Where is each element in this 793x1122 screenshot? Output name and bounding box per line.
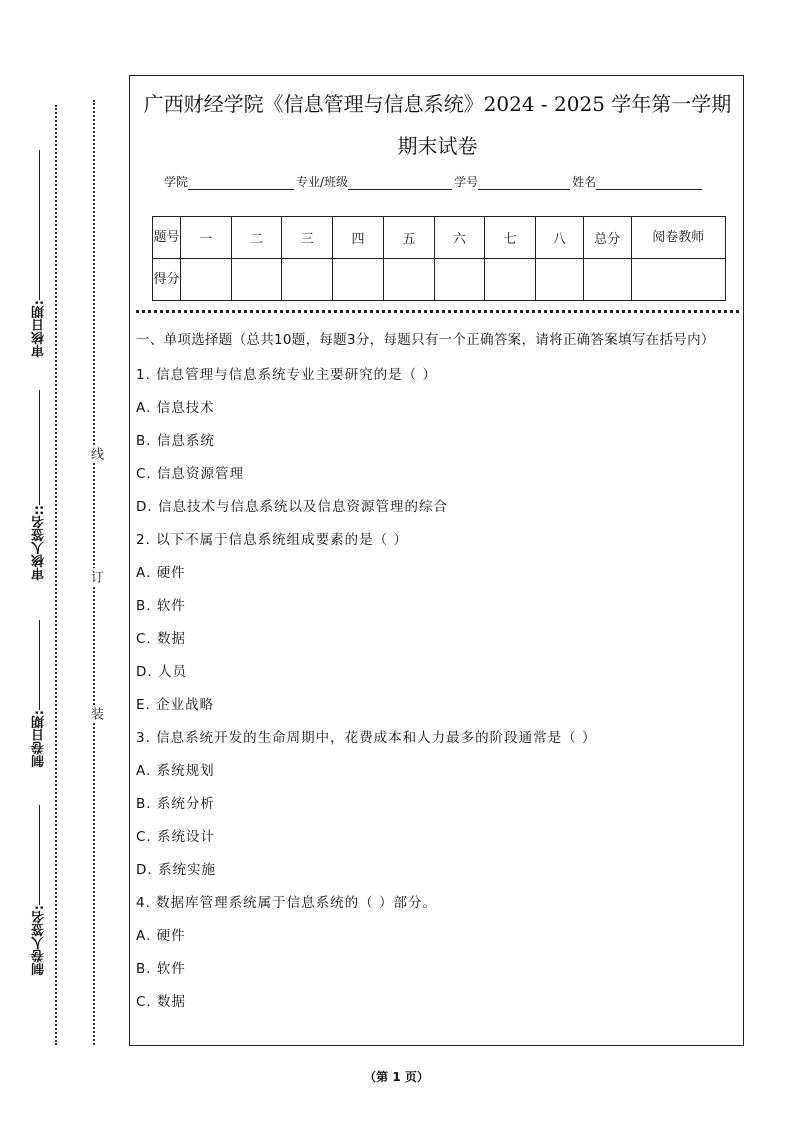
column-header: 二 [231, 217, 282, 259]
binding-dotted-line-outer [55, 105, 57, 1045]
student-id-field[interactable] [478, 175, 570, 190]
major-class-field[interactable] [348, 175, 452, 190]
question-stem: 3. 信息系统开发的生命周期中，花费成本和人力最多的阶段通常是（ ） [136, 730, 597, 746]
college-field[interactable] [188, 175, 294, 190]
seam-mark-bind: 订 [88, 570, 103, 583]
option: B. 系统分析 [136, 796, 215, 812]
option: B. 软件 [136, 598, 186, 614]
seam-mark-staple: 装 [88, 707, 103, 720]
column-header: 七 [485, 217, 536, 259]
option: C. 信息资源管理 [136, 466, 245, 482]
option: E. 企业战略 [136, 697, 215, 713]
option: D. 系统实施 [136, 862, 216, 878]
exam-subtitle: 期末试卷 [397, 134, 478, 158]
binding-margin [0, 0, 128, 1122]
score-cell[interactable] [180, 259, 231, 301]
preparer-signature-line [39, 805, 40, 905]
reviewer-signature-line [39, 390, 40, 505]
column-header: 三 [282, 217, 333, 259]
review-date-label: 审核日期: [32, 300, 47, 358]
column-header: 六 [434, 217, 485, 259]
dotted-separator [136, 310, 739, 313]
score-cell[interactable] [333, 259, 384, 301]
column-header: 五 [383, 217, 434, 259]
score-cell[interactable] [631, 259, 725, 301]
column-header: 四 [333, 217, 384, 259]
score-cell[interactable] [583, 259, 631, 301]
option: C. 数据 [136, 994, 187, 1010]
score-cell[interactable] [485, 259, 536, 301]
student-id-label: 学号 [454, 175, 479, 189]
option: C. 数据 [136, 631, 187, 647]
seam-mark-line: 线 [88, 447, 103, 460]
question-stem: 2. 以下不属于信息系统组成要素的是（ ） [136, 532, 408, 548]
score-cell[interactable] [536, 259, 584, 301]
option: A. 硬件 [136, 565, 186, 581]
score-cell[interactable] [282, 259, 333, 301]
prepare-date-label: 制卷日期: [32, 710, 47, 768]
question-stem: 1. 信息管理与信息系统专业主要研究的是（ ） [136, 367, 437, 383]
reviewer-signature-label: 审核人签名:: [32, 505, 47, 581]
column-header: 一 [180, 217, 231, 259]
option: B. 软件 [136, 961, 186, 977]
exam-frame [129, 75, 744, 1046]
score-cell[interactable] [231, 259, 282, 301]
option: C. 系统设计 [136, 829, 216, 845]
grader-header: 阅卷教师 [631, 217, 725, 259]
column-header: 八 [536, 217, 584, 259]
total-score-header: 总分 [583, 217, 631, 259]
name-label: 姓名 [572, 175, 597, 189]
option: D. 人员 [136, 664, 187, 680]
page-number: （第 1 页） [364, 1070, 429, 1084]
question-number-header: 题号 [153, 217, 181, 259]
student-info-row [164, 173, 704, 190]
preparer-signature-label: 制卷人签名: [32, 905, 47, 976]
prepare-date-line [39, 620, 40, 710]
major-class-label: 专业/班级 [296, 175, 349, 189]
score-table-score-row [153, 259, 726, 301]
college-label: 学院 [164, 175, 189, 189]
score-cell[interactable] [434, 259, 485, 301]
option: D. 信息技术与信息系统以及信息资源管理的综合 [136, 499, 448, 515]
score-row-header: 得分 [153, 259, 181, 301]
option: A. 信息技术 [136, 400, 215, 416]
exam-content [136, 329, 739, 1019]
option: A. 系统规划 [136, 763, 215, 779]
option: B. 信息系统 [136, 433, 215, 449]
exam-title: 广西财经学院《信息管理与信息系统》2024 - 2025 学年第一学期 [143, 92, 732, 116]
name-field[interactable] [596, 175, 702, 190]
review-date-line [39, 150, 40, 300]
score-cell[interactable] [383, 259, 434, 301]
score-table-header-row [153, 217, 726, 259]
score-table [152, 216, 726, 301]
question-stem: 4. 数据库管理系统属于信息系统的（ ）部分。 [136, 895, 437, 911]
section-1-title: 一、单项选择题（总共10题，每题3分，每题只有一个正确答案，请将正确答案填写在括号内） [136, 332, 715, 348]
option: A. 硬件 [136, 928, 186, 944]
